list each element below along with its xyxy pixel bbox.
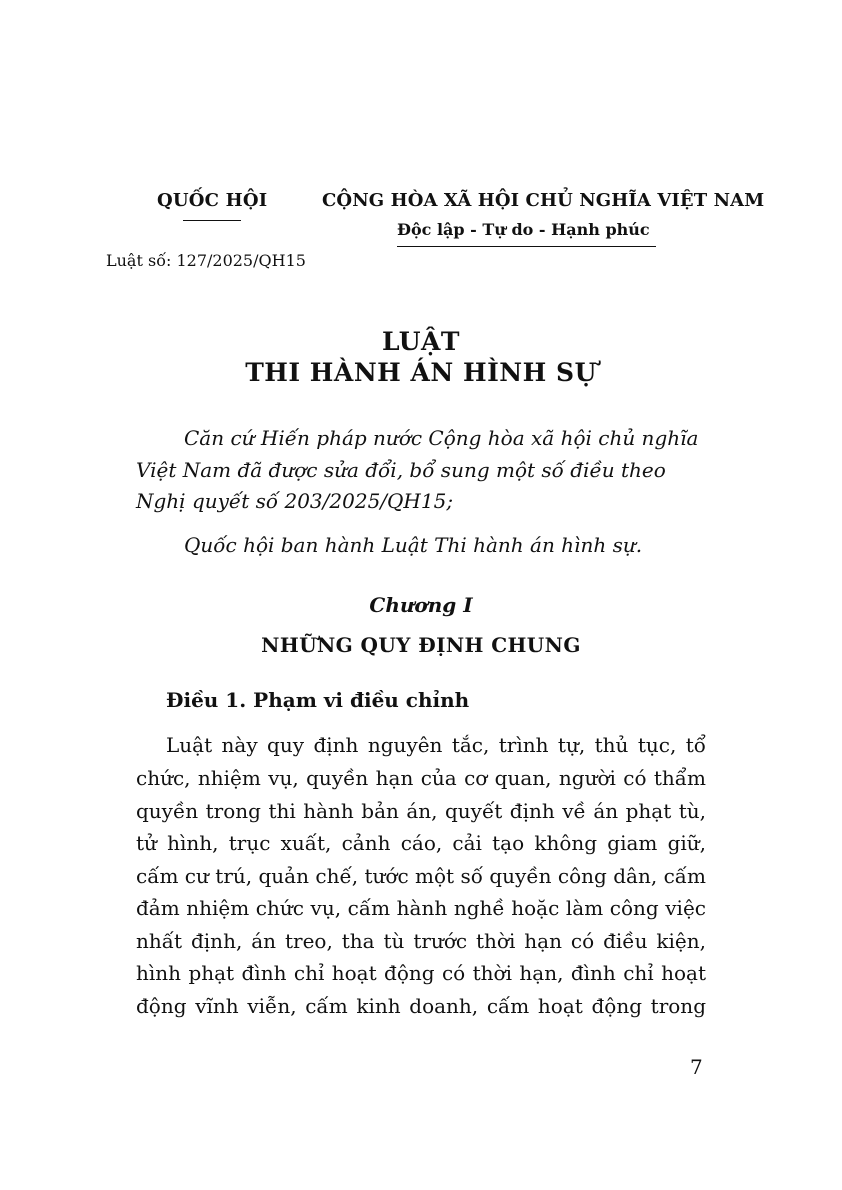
issuing-authority: QUỐC HỘI [157,190,268,211]
motto-underline [397,246,656,247]
preamble-line: Căn cứ Hiến pháp nước Cộng hòa xã hội chủ nghĩa [184,426,699,450]
enactment-clause: Quốc hội ban hành Luật Thi hành án hình sự. [184,533,643,557]
article-text-line: hình phạt đình chỉ hoạt động có thời hạn, đình chỉ hoạt [136,961,706,985]
article-text-line: cấm cư trú, quản chế, tước một số quyền công dân, cấm [136,864,706,888]
preamble-line: Nghị quyết số 203/2025/QH15; [136,489,454,513]
national-motto: Độc lập - Tự do - Hạnh phúc [397,220,650,239]
preamble-line: Việt Nam đã được sửa đổi, bổ sung một số điều theo [136,458,666,482]
article-text-line: nhất định, án treo, tha tù trước thời hạn có điều kiện, [136,929,706,953]
page-number: 7 [690,1055,703,1079]
law-number: Luật số: 127/2025/QH15 [106,251,306,270]
article-text-line: động vĩnh viễn, cấm kinh doanh, cấm hoạt động trong [136,994,706,1018]
article-heading: Điều 1. Phạm vi điều chỉnh [166,688,470,712]
article-text-line: đảm nhiệm chức vụ, cấm hành nghề hoặc làm công việc [136,896,706,920]
article-text-line: quyền trong thi hành bản án, quyết định về án phạt tù, [136,799,706,823]
chapter-label: Chương I [369,593,473,617]
national-title: CỘNG HÒA XÃ HỘI CHỦ NGHĨA VIỆT NAM [322,190,765,211]
document-type: LUẬT [381,327,460,356]
article-text-line: tử hình, trục xuất, cảnh cáo, cải tạo không giam giữ, [136,831,706,855]
document-title: THI HÀNH ÁN HÌNH SỰ [245,358,597,387]
authority-underline [183,220,241,221]
article-text-line: chức, nhiệm vụ, quyền hạn của cơ quan, người có thẩm [136,766,706,790]
article-text-line: Luật này quy định nguyên tắc, trình tự, thủ tục, tổ [166,733,706,757]
chapter-title: NHỮNG QUY ĐỊNH CHUNG [261,633,581,657]
